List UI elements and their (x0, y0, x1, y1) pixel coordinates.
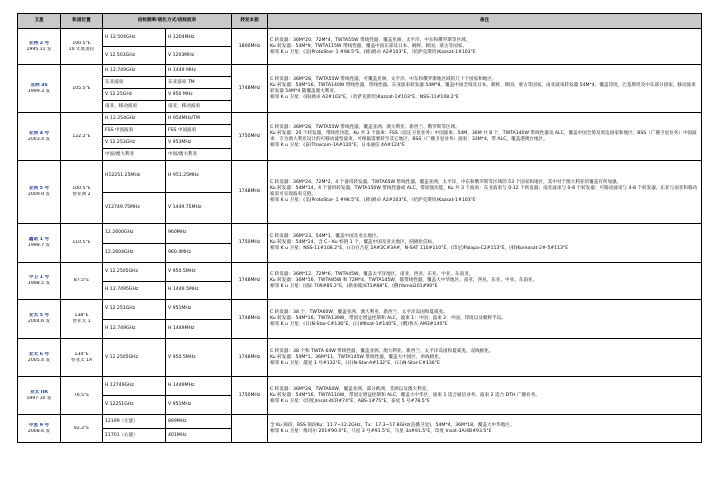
remark-line: C 转发器：38 个，TWTA60W，覆盖亚洲、澳大利亚、新西兰、太平洋岛国和夏威夷。 (270, 310, 448, 315)
beacon-if-frequency: 960MHz (166, 224, 232, 244)
remark-line: C 转发器：36M*28，TWTA60W，覆盖亚洲、部分欧洲，非洲以及澳大利亚。 (270, 386, 431, 392)
beacon-frequency: H12251.25MHz (103, 161, 166, 193)
remarks-cell (268, 161, 702, 224)
header-signal: 信标频率/极化方式/信标波束 (103, 14, 232, 29)
orbit-cell (61, 65, 103, 113)
transponder-lo: 1748MHz (232, 161, 268, 224)
launch-date: 1998.5 发 (27, 281, 51, 286)
beacon-frequency: H 12.7495GHz (103, 281, 166, 300)
launch-date: 2008.6 发 (27, 428, 51, 434)
beacon-frequency: V12749.75MHz (103, 192, 166, 224)
orbit-note: 替亚太 1A (70, 357, 93, 363)
remark-line: 相邻 K u 卫星：维玛尔 201#90.0°E，马星 3 号#91.5°E，马星 3a#91.5°E，印度 Insat-3A/4B#93.5°E (270, 428, 492, 434)
beacon-if-frequency: H 1449 MHz (166, 65, 232, 77)
remark-line: 相邻 K u 卫星：越星 1 号#132°E，(日)N-Star-A#132°E，(日)N-Star-C#136°E (270, 360, 440, 366)
beacon-frequency: V 12.2505GHz (103, 339, 166, 377)
table-row (18, 113, 702, 125)
orbit-position: 87.5°E (73, 278, 90, 283)
remark-line: 相邻 K u 卫星：(韩)鸥卓 A2#103°E，（哈萨克斯坦)Kazsat-1#103°E，NSS-11#108.2°E (270, 94, 459, 100)
header-satellite: 卫星 (18, 14, 61, 29)
beacon-if-frequency: H 1449.5MHz (166, 281, 232, 300)
orbit-cell (61, 29, 103, 65)
beacon-frequency: 12.2600GHz (103, 224, 166, 244)
beacon-frequency: 南亚、移动波束 (103, 101, 166, 113)
beacon-frequency: H 12.749GHz (103, 65, 166, 77)
table-row (18, 339, 702, 377)
launch-date: 2003.4 发 (27, 136, 51, 142)
satellite-name: 中星 9 号 (28, 422, 50, 428)
beacon-if-frequency: 东亚波束 TM (166, 77, 232, 89)
beacon-if-frequency: 899MHz (166, 415, 232, 429)
satellite-name: 鑫诺 1 号 (28, 237, 50, 242)
satellite-name: 中卫 1 号 (28, 275, 50, 280)
launch-date: 1998.7 发 (27, 243, 51, 248)
remark-line: 相邻 K u 卫星：(美)ProtoStar- 1 #98.5°E，(韩)鸥卓 A2#103°E，（哈萨克斯坦)Kazsat-1#103°E (270, 198, 476, 203)
remark-line: C 转发器：36M*24、72M*2，4 个备用转发器，TWTA65W 带线性器，覆盖亚洲、太平洋、中东和俄罗斯等区域的 53 个国家和地区，其中对于澳大利亚的覆盖有所加强。 (270, 180, 622, 185)
table-row (18, 377, 702, 396)
beacon-frequency: H 12749GHz (103, 377, 166, 396)
remark-line: 相邻 K u 卫星：国际 709#85.2°E，(新加坡)ST1#88°E，(俄)Yamal201#90°E (270, 284, 438, 289)
beacon-if-frequency: V 950.5MHz (166, 263, 232, 282)
remarks-cell (268, 339, 702, 377)
beacon-if-frequency: H 1204MHz (166, 29, 232, 47)
satellite-name: 亚洲 4 号 (28, 130, 50, 136)
satellite-cell (18, 224, 61, 263)
transponder-lo: 1800MHz (232, 29, 268, 65)
orbit-position: 92.2°E (73, 425, 90, 431)
remarks-cell (268, 29, 702, 65)
remarks-cell (268, 300, 702, 339)
header-orbit: 轨道位置 (61, 14, 103, 29)
table-row (18, 65, 702, 77)
orbit-cell (61, 263, 103, 300)
remark-line: 相邻 K u 卫星：NSS-11#108.2°E，(日)百合花 2A#2C#3A#，N-SAT 110#110°E，(印尼)Palapa-C2#113°E，(韩)Koreasat-2#-5#113°E (270, 246, 569, 251)
remarks-cell (268, 263, 702, 300)
beacon-frequency: 中国/澳大利亚 (103, 149, 166, 161)
remark-line: 全 Ku 频段，BSS 频段Ku：11.7~12.2GHz，Tx：17.3~17.8GHz(直播卫星)，54M*4、36M*18，覆盖大中华地区。 (270, 422, 515, 428)
beacon-if-frequency: V 950 MHz (166, 89, 232, 101)
remark-line: 相邻 K u 卫星：(泰)Thaicom-1A#120°E，日本通信 4A#124°E (270, 142, 405, 148)
satellite-cell (18, 263, 61, 300)
transponder-lo: 1748MHz (232, 263, 268, 300)
remark-line: C 转发器：36M*28，TWTA55W 带线性器，覆盖亚洲、澳大利亚、新西兰、俄罗斯等区域。 (270, 124, 460, 130)
beacon-if-frequency: 中国/澳大利亚 (166, 149, 232, 161)
orbit-cell (61, 161, 103, 224)
table-row (18, 224, 702, 244)
table-header-row (18, 14, 702, 29)
remark-line: 相邻 K u 卫星：(日)N-Star-C#136°E，(日)Mtsat-1#140°E，(俄)快车 AM3#140°E (270, 322, 448, 327)
orbit-cell (61, 300, 103, 339)
satellite-cell (18, 377, 61, 415)
orbit-cell (61, 113, 103, 161)
remarks-cell (268, 224, 702, 263)
transponder-lo: 1750MHz (232, 224, 268, 263)
beacon-frequency: V 12.251GHz (103, 300, 166, 320)
launch-date: 1995.11 发 (26, 46, 52, 52)
remark-line: Ku 转发器：54M*16、TWTA139W，带固定增益控制和 ALC。波束 1：中国；波束 2：中国、印度以及朝鲜半岛。 (270, 316, 506, 321)
beacon-if-frequency: 960.4MHz (166, 243, 232, 263)
table-row (18, 415, 702, 429)
launch-date: 2004.6 发 (27, 319, 51, 324)
satellite-name: 亚太 6 号 (28, 351, 50, 357)
beacon-frequency: V 12251GHz (103, 396, 166, 415)
transponder-lo: 1750MHz (232, 377, 268, 415)
remark-line: C 转发器：36M*28，TWTA55W 带线性器，可覆盖亚洲、太平洋、中东和俄罗斯地区域的几十个国家和地区。 (270, 76, 497, 82)
table-body (18, 29, 702, 443)
remarks-cell (268, 113, 702, 161)
orbit-cell (61, 339, 103, 377)
orbit-position: 100.5°E (72, 40, 91, 46)
remark-line: Ku 转发器：54M*16，TWTA140W 带线性器，带线性器。东亚波束转发器 54M*8，覆盖中国全境及日本、朝鲜、韩国、蒙古等国家。南亚波束转发器 54M*4，覆盖印度、巴基斯坦及中东部分国家。移动波束转发器 54M*4 随覆盖澳大利亚。 (270, 82, 696, 94)
beacon-frequency: FSS 中国波束 (103, 125, 166, 137)
beacon-frequency: 12199（左旋） (103, 415, 166, 429)
orbit-position: 122.2°E (72, 133, 91, 139)
transponder-lo: 1748MHz (232, 65, 268, 113)
beacon-if-frequency: H 1449MHz (166, 377, 232, 396)
satellite-cell (18, 339, 61, 377)
launch-date: 2005.4 发 (27, 357, 51, 363)
beacon-frequency: 11701（右旋） (103, 429, 166, 443)
beacon-if-frequency: 401MHz (166, 429, 232, 443)
satellite-name: 亚洲 5 号 (28, 186, 50, 191)
table-row (18, 300, 702, 320)
remark-line: 相邻 K u 卫星：(印度)Insat-4CR#74°E，ABS-1#75°E，泰星 5 号#78.5°E (270, 398, 430, 404)
launch-date: 1997.10 发 (26, 395, 52, 401)
beacon-frequency: H 12.749GHz (103, 319, 166, 339)
orbit-position: 138°E (74, 313, 89, 318)
beacon-if-frequency: H 1449MHz (166, 319, 232, 339)
remarks-cell (268, 377, 702, 415)
beacon-if-frequency: V 1449.75MHz (166, 192, 232, 224)
launch-date: 1999.3 发 (27, 88, 51, 94)
beacon-if-frequency: 南亚、移动波束 (166, 101, 232, 113)
satellite-name: 亚太 5 号 (28, 313, 50, 318)
remark-line: C 转发器：36M*23、54M*1，覆盖中国及亚太地区。 (270, 234, 382, 239)
orbit-position: 105.5°E (72, 85, 91, 91)
remark-line: Ku 转发器：54M*16，TWTA110W，带固定增益控制和 ALC，覆盖大中华区，波束 1 适合通信业务，波束 2 适合 DTH 广播业务。 (270, 392, 540, 398)
remark-line: Ku 转发器：54M*14，4 个备用转发器，TWTA150W 带线性器或 ALC，带较强功能。Ku 共 3 个波束：东亚波束与 0-12 个转发器；南亚波束与 0-8 个转发器；可移动波束与 4-8 个转发器，东亚与南亚和移动波束可实现波束交链。 (270, 186, 698, 197)
beacon-frequency: 12.2604GHz (103, 243, 166, 263)
table-row (18, 263, 702, 282)
satellite-name: 亚太 IIR (30, 389, 48, 395)
satellite-name: 亚洲 3S (30, 82, 48, 88)
orbit-cell (61, 415, 103, 443)
beacon-if-frequency: H 954MHz/TM (166, 113, 232, 125)
orbit-cell (61, 224, 103, 263)
orbit-note: 替亚太 1 (72, 319, 91, 324)
remark-line: 相邻 K u 卫星：(美)ProtoStar- 1 #98.5°E，(韩)鸥卓 A2#103°E，（哈萨克斯坦)Kazsat-1#103°E (270, 49, 476, 55)
header-remarks: 备注 (268, 14, 702, 29)
remark-line: C 转发器：38 个和 TWTA 64W 带线性器，覆盖亚洲、澳大利亚、新西兰、太平洋岛国和夏威夷，双线极化。 (270, 348, 494, 354)
satellite-cell (18, 161, 61, 224)
orbit-cell (61, 377, 103, 415)
remark-line: C 转发器：36M*20、72M*4，TWTA55W 带线性器，覆盖亚洲、太平洋、中东和俄罗斯等区域。 (270, 37, 471, 43)
beacon-frequency: V 12.25GHz (103, 89, 166, 101)
beacon-if-frequency: V 953MHz (166, 137, 232, 149)
remark-line: Ku 转发器：54M*1、36M*11，TWTA145W 带线性器，覆盖大中国区，单线极化。 (270, 354, 444, 360)
orbit-position: 134°E (74, 351, 89, 357)
transponder-lo: 1748MHz (232, 300, 268, 339)
remark-line: Ku 转发器：36M*16、TWTA85W 和 72M*4、TWTA145W，都带线性器，覆盖大中华地区、南亚、西亚、东亚、中亚、东南亚。 (270, 278, 538, 283)
satellite-cell (18, 415, 61, 443)
orbit-position: 100.5°E (72, 186, 91, 191)
beacon-if-frequency: FSS 中国波束 (166, 125, 232, 137)
remark-line: Ku 转发器：54M*14，含 C－Ku 校链 1 个，覆盖中国及亚太地区，圆极化信标。 (270, 240, 437, 245)
table-row (18, 29, 702, 47)
satellite-table (17, 13, 702, 443)
beacon-frequency: H 12.504GHz (103, 29, 166, 47)
remarks-cell (268, 65, 702, 113)
beacon-frequency: V 12.253GHz (103, 137, 166, 149)
orbit-position: 76.5°E (73, 392, 90, 398)
remark-line: Ku 转发器：20 个转发器，带线性功能。Ku 共 3 个波束：FSS（固定卫星业务）中国波束：54M，36M 共 8 个，TWTA140W 带线性器及 ALC，覆盖中国全境及周边国家和地区；BSS（广播卫星业务）中国波束：专为澳大利亚设计的可移动波型波束，可根据需要转至其它地区；BSS（广播卫星业务）波束：33M*4，带 ALC，覆盖港澳台地区。 (270, 130, 697, 142)
launch-date: 2009.9 发 (27, 192, 51, 197)
beacon-frequency: H 12.254GHz (103, 113, 166, 125)
remarks-cell (268, 415, 702, 443)
satellite-cell (18, 300, 61, 339)
satellite-cell (18, 65, 61, 113)
orbit-position: 110.5°E (72, 240, 91, 245)
beacon-if-frequency: V 950.5MHz (166, 339, 232, 377)
beacon-frequency: 东亚波束 (103, 77, 166, 89)
satellite-name: 亚洲 2 号 (28, 40, 50, 46)
transponder-lo: 1750MHz (232, 113, 268, 161)
transponder-lo: 1748MHz (232, 339, 268, 377)
satellite-cell (18, 29, 61, 65)
remark-line: C 转发器：36M*12、72M*6，TWTA45W，覆盖太平洋地区，南亚、西亚、东亚、中亚、东南亚。 (270, 272, 474, 277)
beacon-if-frequency: V 951MHz (166, 300, 232, 320)
orbit-note: 10 年底退役 (68, 46, 95, 52)
table-row (18, 161, 702, 193)
transponder-lo (232, 415, 268, 443)
beacon-frequency: V 12.503GHz (103, 47, 166, 65)
beacon-if-frequency: V 1203MHz (166, 47, 232, 65)
beacon-if-frequency: V 951MHz (166, 396, 232, 415)
satellite-cell (18, 113, 61, 161)
remark-line: Ku 转发器：54M*9，TWTA115W 带线性器，覆盖中国东部及日本、朝鲜、韩国、蒙古等国家。 (270, 43, 467, 49)
beacon-frequency: V 12.2505GHz (103, 263, 166, 282)
header-transponder: 转发本振 (232, 14, 268, 29)
beacon-if-frequency: H 951.25MHz (166, 161, 232, 193)
orbit-note: 替亚洲 2 (72, 192, 91, 197)
